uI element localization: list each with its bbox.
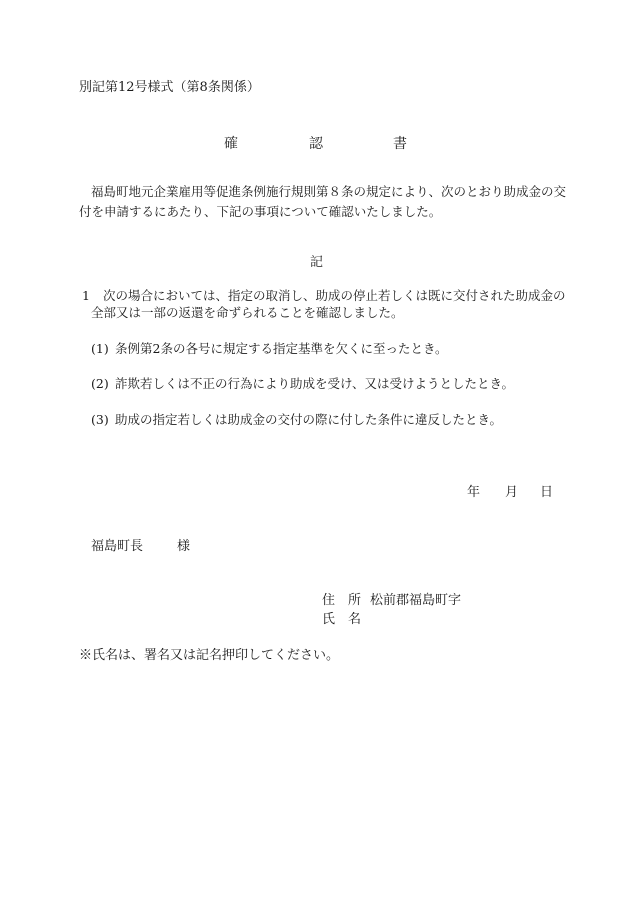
addressee-honorific: 様 [177, 539, 191, 554]
item-1-line-1: 次の場合においては、指定の取消し、助成の停止若しくは既に交付された助成金の [103, 288, 566, 303]
item-1-number: 1 [82, 288, 90, 303]
name-label: 氏 名 [322, 612, 362, 627]
intro-line-1: 福島町地元企業雇用等促進条例施行規則第８条の規定により、次のとおり助成金の交 [91, 184, 567, 199]
title-char-1: 確 [224, 136, 238, 152]
title-char-3: 書 [393, 136, 407, 152]
ki-heading: 記 [310, 255, 324, 270]
title-char-2: 認 [309, 136, 323, 152]
address-label: 住 所 [322, 593, 362, 608]
intro-line-2: 付を申請するにあたり、下記の事項について確認いたしました。 [79, 204, 442, 219]
address-value: 松前郡福島町字 [370, 593, 462, 608]
subitem-3-text: 助成の指定若しくは助成金の交付の際に付した条件に違反したとき。 [115, 412, 503, 427]
signature-note: ※氏名は、署名又は記名押印してください。 [79, 648, 340, 663]
item-1-line-2: 全部又は一部の返還を命ずられることを確認しました。 [91, 305, 404, 320]
subitem-1-text: 条例第2条の各号に規定する指定基準を欠くに至ったとき。 [115, 341, 448, 356]
date-year: 年 [467, 485, 481, 500]
subitem-2-text: 詐欺若しくは不正の行為により助成を受け、又は受けようとしたとき。 [115, 376, 515, 391]
subitem-2-number: (2) [91, 376, 109, 391]
date-month: 月 [505, 485, 519, 500]
document-title [0, 133, 630, 151]
addressee-name: 福島町長 [91, 539, 144, 554]
form-label: 別記第12号様式（第8条関係） [79, 80, 260, 95]
date-day: 日 [540, 485, 554, 500]
subitem-3-number: (3) [91, 412, 109, 427]
subitem-1-number: (1) [91, 341, 109, 356]
